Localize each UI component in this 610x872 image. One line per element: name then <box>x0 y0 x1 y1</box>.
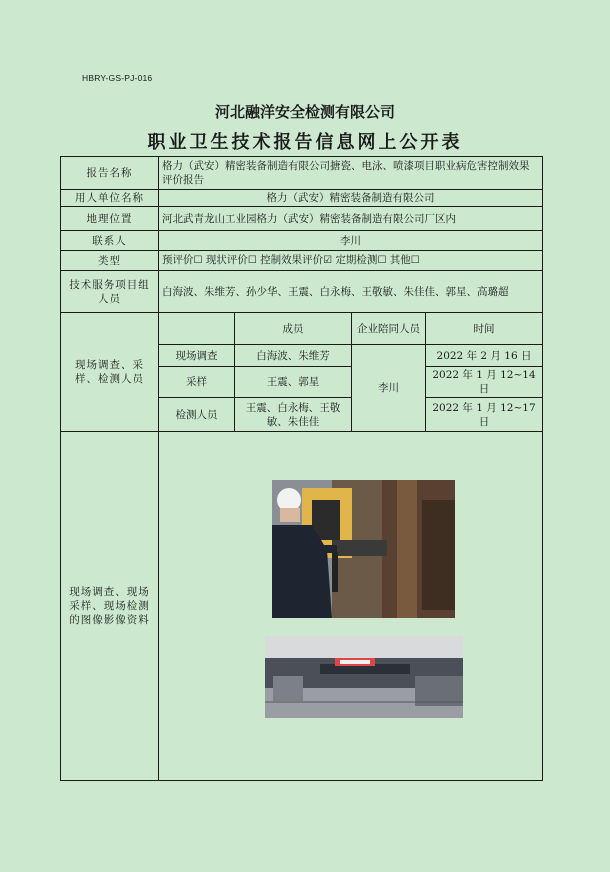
type-options <box>159 251 543 271</box>
onsite-label: 现场调查、采样、检测人员 <box>61 313 159 432</box>
checkbox-icon: ☐ <box>377 255 387 266</box>
row-contact <box>61 231 543 251</box>
row-employer <box>61 190 543 207</box>
team-value: 白海波、朱维芳、孙少华、王震、白永梅、王敬敏、朱佳佳、郭星、高璐超 <box>159 271 543 313</box>
contact-value: 李川 <box>159 231 543 251</box>
document-code: HBRY-GS-PJ-016 <box>82 73 153 83</box>
members-cell: 白海波、朱维芳 <box>235 345 352 367</box>
images-label: 现场调查、现场采样、现场检测的图像影像资料 <box>61 432 159 781</box>
onsite-testing-photo <box>272 480 455 618</box>
onsite-header-blank <box>159 313 235 345</box>
time-header: 时间 <box>426 313 543 345</box>
report-name-label: 报告名称 <box>61 157 159 190</box>
escort-cell: 李川 <box>352 345 426 432</box>
contact-label: 联系人 <box>61 231 159 251</box>
report-name-value: 格力（武安）精密装备制造有限公司搪瓷、电泳、喷漆项目职业病危害控制效果评价报告 <box>159 157 543 190</box>
members-cell: 王震、郭星 <box>235 367 352 398</box>
type-option-status-evaluation[interactable]: 现状评价☐ <box>205 254 257 266</box>
escort-header: 企业陪同人员 <box>352 313 426 345</box>
checkbox-icon: ☐ <box>193 255 203 266</box>
members-header: 成员 <box>235 313 352 345</box>
checked-checkbox-icon: ☑ <box>323 255 333 266</box>
disclosure-table <box>60 156 543 781</box>
checkbox-icon: ☐ <box>247 255 257 266</box>
team-label: 技术服务项目组人员 <box>61 271 159 313</box>
row-team <box>61 271 543 313</box>
type-option-other[interactable]: 其他☐ <box>389 254 420 266</box>
members-cell: 王震、白永梅、王敬敏、朱佳佳 <box>235 398 352 432</box>
row-report-name <box>61 157 543 190</box>
factory-gate-photo <box>265 636 463 718</box>
time-cell: 2022 年 1 月 12~14 日 <box>426 367 543 398</box>
row-onsite-header <box>61 313 543 345</box>
row-location <box>61 207 543 231</box>
page-title: 职业卫生技术报告信息网上公开表 <box>147 132 463 153</box>
task-cell: 采样 <box>159 367 235 398</box>
task-cell: 检测人员 <box>159 398 235 432</box>
type-option-periodic-testing[interactable]: 定期检测☐ <box>335 254 387 266</box>
location-value: 河北武青龙山工业园格力（武安）精密装备制造有限公司厂区内 <box>159 207 543 231</box>
employer-label: 用人单位名称 <box>61 190 159 207</box>
time-cell: 2022 年 2 月 16 日 <box>426 345 543 367</box>
type-option-pre-evaluation[interactable]: 预评价☐ <box>162 254 203 266</box>
images-cell <box>159 432 543 781</box>
row-type <box>61 251 543 271</box>
company-name: 河北融洋安全检测有限公司 <box>214 103 395 121</box>
time-cell: 2022 年 1 月 12~17 日 <box>426 398 543 432</box>
type-label: 类型 <box>61 251 159 271</box>
employer-value: 格力（武安）精密装备制造有限公司 <box>159 190 543 207</box>
location-label: 地理位置 <box>61 207 159 231</box>
task-cell: 现场调查 <box>159 345 235 367</box>
checkbox-icon: ☐ <box>410 255 420 266</box>
type-option-control-effect[interactable]: 控制效果评价☑ <box>260 254 333 266</box>
row-images <box>61 432 543 781</box>
